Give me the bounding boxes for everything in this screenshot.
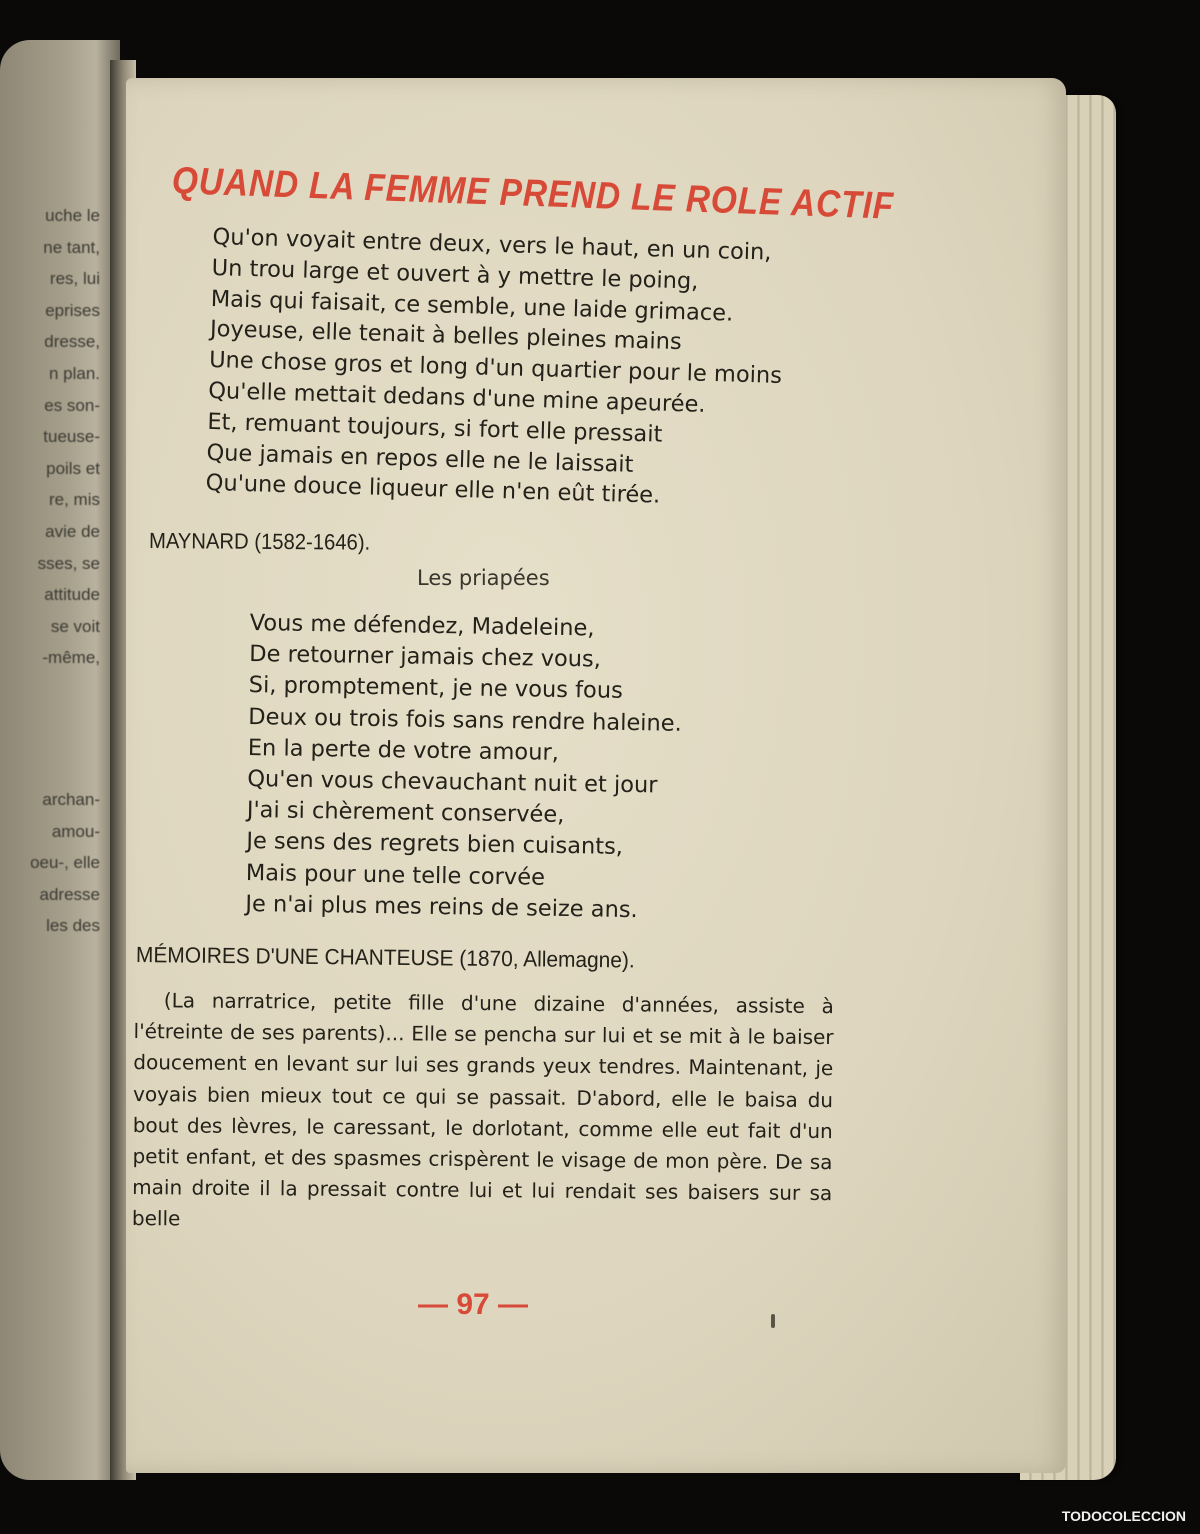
verse-line: Qu'une douce liqueur elle n'en eût tirée. <box>205 470 661 509</box>
verse-line: Qu'en vous chevauchant nuit et jour <box>247 765 658 799</box>
verse-line: Qu'elle mettait dedans d'une mine apeurée. <box>207 377 706 418</box>
left-fragment: tueuse- <box>43 427 100 447</box>
left-fragment: -même, <box>42 648 100 668</box>
section-heading: MÉMOIRES D'UNE CHANTEUSE (1870, Allemagne). <box>135 942 635 973</box>
ink-speck <box>771 1314 775 1328</box>
second-stanza <box>245 608 683 927</box>
author-heading: MAYNARD (1582-1646). <box>148 528 371 555</box>
prose-paragraph: (La narratrice, petite fille d'une dizaine d'années, assiste à l'étreinte de ses parents)... Elle se pencha sur lui et se mit à le baiser doucement en levant sur lui ses grands yeux tendres. Maintenant, je voyais bien mieux tout ce qui se passait. D'abord, elle le baisa du bout des lèvres, le caressant, le dorlotant, comme elle eut fait d'un petit enfant, et des spasmes crispèrent le visage de mon père. De sa main droite il la pressait contre lui et lui rendait ses baisers sur sa belle <box>131 988 834 1231</box>
left-fragment: n plan. <box>48 363 100 383</box>
first-stanza <box>205 222 785 515</box>
verse-line: En la perte de votre amour, <box>247 734 560 766</box>
verse-line: Mais pour une telle corvée <box>245 859 546 891</box>
verse-line: Une chose gros et long d'un quartier pour le moins <box>208 347 783 390</box>
verse-line: Qu'on voyait entre deux, vers le haut, en un coin, <box>212 223 772 266</box>
verse-line: Si, promptement, je ne vous fous <box>248 672 623 705</box>
left-fragment: avie de <box>45 521 100 541</box>
verse-line: Deux ou trois fois sans rendre haleine. <box>248 703 682 737</box>
left-fragment: oeu-, elle <box>30 853 100 873</box>
left-fragment: re, mis <box>49 490 100 510</box>
left-fragment: ne tant, <box>43 237 100 257</box>
left-fragment: se voit <box>50 616 100 636</box>
verse-line: Je n'ai plus mes reins de seize ans. <box>245 890 638 923</box>
verse-line: Mais qui faisait, ce semble, une laide grimace. <box>210 285 734 327</box>
left-fragment: eprises <box>45 300 100 320</box>
left-fragment: les des <box>46 916 100 936</box>
left-fragment: res, lui <box>49 269 100 289</box>
left-fragment: sses, se <box>37 553 100 573</box>
left-fragment: adresse <box>39 884 100 904</box>
left-fragment: archan- <box>42 789 100 809</box>
chapter-title: QUAND LA FEMME PREND LE ROLE ACTIF <box>171 160 895 228</box>
verse-line: Joyeuse, elle tenait à belles pleines mains <box>209 316 682 356</box>
verse-line: Je sens des regrets bien cuisants, <box>246 828 624 861</box>
left-fragment: uche le <box>45 206 100 225</box>
watermark-text: TODOCOLECCION <box>1061 1508 1186 1524</box>
verse-line: Un trou large et ouvert à y mettre le poing, <box>211 254 699 295</box>
poem-title: Les priapées <box>417 566 550 590</box>
left-fragment: es son- <box>44 395 100 415</box>
verse-line: Et, remuant toujours, si fort elle pressait <box>207 408 663 448</box>
page-number: — 97 — <box>418 1288 529 1321</box>
verse-line: De retourner jamais chez vous, <box>249 641 602 673</box>
left-fragment: attitude <box>44 585 100 605</box>
left-fragment: amou- <box>51 821 100 841</box>
left-fragment: poils et <box>46 458 100 478</box>
verse-line: Que jamais en repos elle ne le laissait <box>206 439 634 478</box>
left-fragment: dresse, <box>44 332 100 352</box>
verse-line: Vous me défendez, Madeleine, <box>249 609 595 642</box>
verse-line: J'ai si chèrement conservée, <box>246 797 565 829</box>
